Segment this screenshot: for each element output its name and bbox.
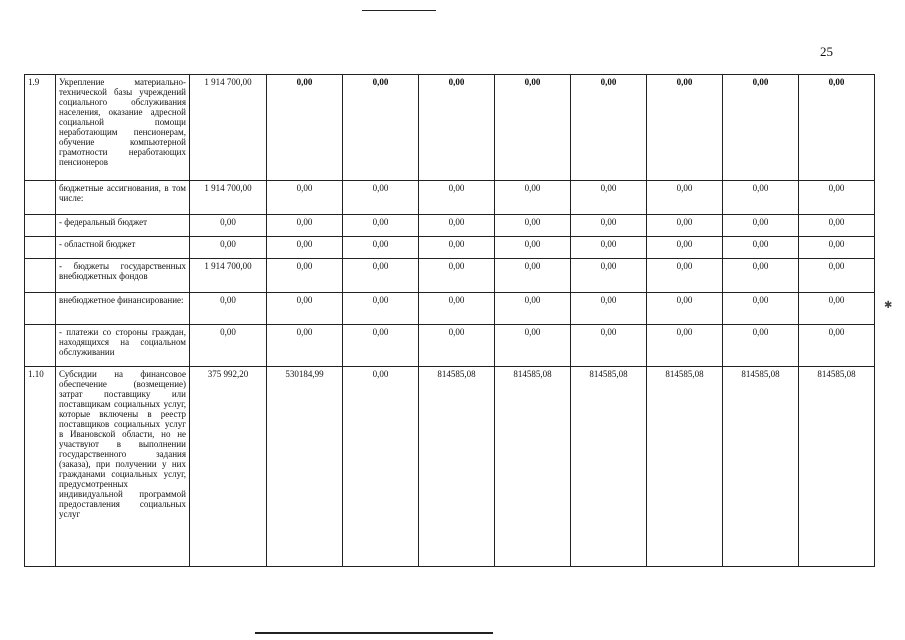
value-cell: 0,00 — [647, 259, 723, 293]
value-cell: 814585,08 — [723, 367, 799, 567]
value-cell: 0,00 — [419, 325, 495, 367]
value-cell: 0,00 — [190, 237, 267, 259]
value-cell: 0,00 — [495, 325, 571, 367]
value-cell: 0,00 — [343, 75, 419, 181]
table-row — [25, 367, 875, 567]
value-cell: 0,00 — [799, 293, 875, 325]
value-cell: 0,00 — [267, 325, 343, 367]
row-description-cell: внебюджетное финансирование: — [56, 293, 190, 325]
value-cell: 530184,99 — [267, 367, 343, 567]
value-cell: 0,00 — [267, 237, 343, 259]
value-cell: 0,00 — [571, 293, 647, 325]
row-index-cell — [25, 293, 56, 325]
margin-mark: ✱ — [884, 300, 893, 311]
value-cell: 0,00 — [343, 325, 419, 367]
table-row — [25, 293, 875, 325]
scan-artifact-bottom-line — [255, 632, 493, 634]
table-row — [25, 215, 875, 237]
value-cell: 0,00 — [267, 293, 343, 325]
value-cell: 0,00 — [343, 237, 419, 259]
value-cell: 814585,08 — [799, 367, 875, 567]
value-cell: 0,00 — [343, 181, 419, 215]
value-cell: 0,00 — [799, 75, 875, 181]
value-cell: 0,00 — [799, 237, 875, 259]
value-cell: 0,00 — [647, 293, 723, 325]
value-cell: 0,00 — [343, 293, 419, 325]
table-row — [25, 259, 875, 293]
value-cell: 0,00 — [571, 259, 647, 293]
value-cell: 0,00 — [419, 237, 495, 259]
value-cell: 0,00 — [723, 237, 799, 259]
table-row — [25, 325, 875, 367]
value-cell: 0,00 — [267, 259, 343, 293]
row-description-cell: Субсидии на финансовое обеспечение (возмещение) затрат поставщику или поставщикам социальных услуг, которые включены в реестр поставщиков социальных услуг в Ивановской области, но не участвуют в выполнении государственного задания (заказа), при получении у них гражданами социальных услуг, предусмотренных индивидуальной программой предоставления социальных услуг — [56, 367, 190, 567]
value-cell: 0,00 — [419, 75, 495, 181]
budget-table-body — [25, 75, 875, 567]
value-cell: 0,00 — [647, 325, 723, 367]
value-cell: 0,00 — [495, 75, 571, 181]
row-description-cell: - областной бюджет — [56, 237, 190, 259]
value-cell: 0,00 — [419, 293, 495, 325]
value-cell: 0,00 — [723, 293, 799, 325]
value-cell: 0,00 — [343, 367, 419, 567]
value-cell: 0,00 — [799, 215, 875, 237]
value-cell: 0,00 — [190, 215, 267, 237]
row-index-cell — [25, 325, 56, 367]
row-index-cell: 1.10 — [25, 367, 56, 567]
value-cell: 0,00 — [571, 237, 647, 259]
value-cell: 0,00 — [571, 215, 647, 237]
value-cell: 0,00 — [495, 215, 571, 237]
row-description-cell: - платежи со стороны граждан, находящихся на социальном обслуживании — [56, 325, 190, 367]
value-cell: 0,00 — [495, 237, 571, 259]
value-cell: 0,00 — [647, 215, 723, 237]
value-cell: 1 914 700,00 — [190, 259, 267, 293]
row-index-cell — [25, 215, 56, 237]
row-description-cell: Укрепление материально-технической базы учреждений социального обслуживания населения, оказание адресной социальной помощи неработающим пенсионерам, обучение компьютерной грамотности неработающих пенсионеров — [56, 75, 190, 181]
value-cell: 0,00 — [723, 75, 799, 181]
row-description-cell: - федеральный бюджет — [56, 215, 190, 237]
value-cell: 0,00 — [495, 293, 571, 325]
value-cell: 1 914 700,00 — [190, 181, 267, 215]
table-row — [25, 75, 875, 181]
value-cell: 0,00 — [190, 293, 267, 325]
value-cell: 0,00 — [647, 237, 723, 259]
value-cell: 0,00 — [571, 181, 647, 215]
value-cell: 814585,08 — [647, 367, 723, 567]
value-cell: 0,00 — [571, 75, 647, 181]
value-cell: 0,00 — [723, 181, 799, 215]
value-cell: 1 914 700,00 — [190, 75, 267, 181]
row-index-cell — [25, 259, 56, 293]
value-cell: 0,00 — [571, 325, 647, 367]
value-cell: 0,00 — [647, 75, 723, 181]
value-cell: 0,00 — [723, 325, 799, 367]
value-cell: 0,00 — [267, 215, 343, 237]
value-cell: 814585,08 — [571, 367, 647, 567]
value-cell: 814585,08 — [419, 367, 495, 567]
page-number: 25 — [820, 44, 833, 59]
value-cell: 814585,08 — [495, 367, 571, 567]
value-cell: 375 992,20 — [190, 367, 267, 567]
value-cell: 0,00 — [419, 215, 495, 237]
table-row — [25, 181, 875, 215]
value-cell: 0,00 — [495, 181, 571, 215]
value-cell: 0,00 — [267, 181, 343, 215]
scan-artifact-top-line — [362, 10, 436, 11]
value-cell: 0,00 — [190, 325, 267, 367]
value-cell: 0,00 — [343, 259, 419, 293]
value-cell: 0,00 — [495, 259, 571, 293]
value-cell: 0,00 — [419, 259, 495, 293]
value-cell: 0,00 — [799, 181, 875, 215]
value-cell: 0,00 — [267, 75, 343, 181]
value-cell: 0,00 — [723, 259, 799, 293]
table-row — [25, 237, 875, 259]
value-cell: 0,00 — [419, 181, 495, 215]
row-description-cell: бюджетные ассигнования, в том числе: — [56, 181, 190, 215]
value-cell: 0,00 — [343, 215, 419, 237]
row-index-cell: 1.9 — [25, 75, 56, 181]
value-cell: 0,00 — [723, 215, 799, 237]
row-description-cell: - бюджеты государственных внебюджетных фондов — [56, 259, 190, 293]
row-index-cell — [25, 181, 56, 215]
value-cell: 0,00 — [799, 325, 875, 367]
value-cell: 0,00 — [647, 181, 723, 215]
value-cell: 0,00 — [799, 259, 875, 293]
budget-table — [24, 74, 875, 567]
row-index-cell — [25, 237, 56, 259]
